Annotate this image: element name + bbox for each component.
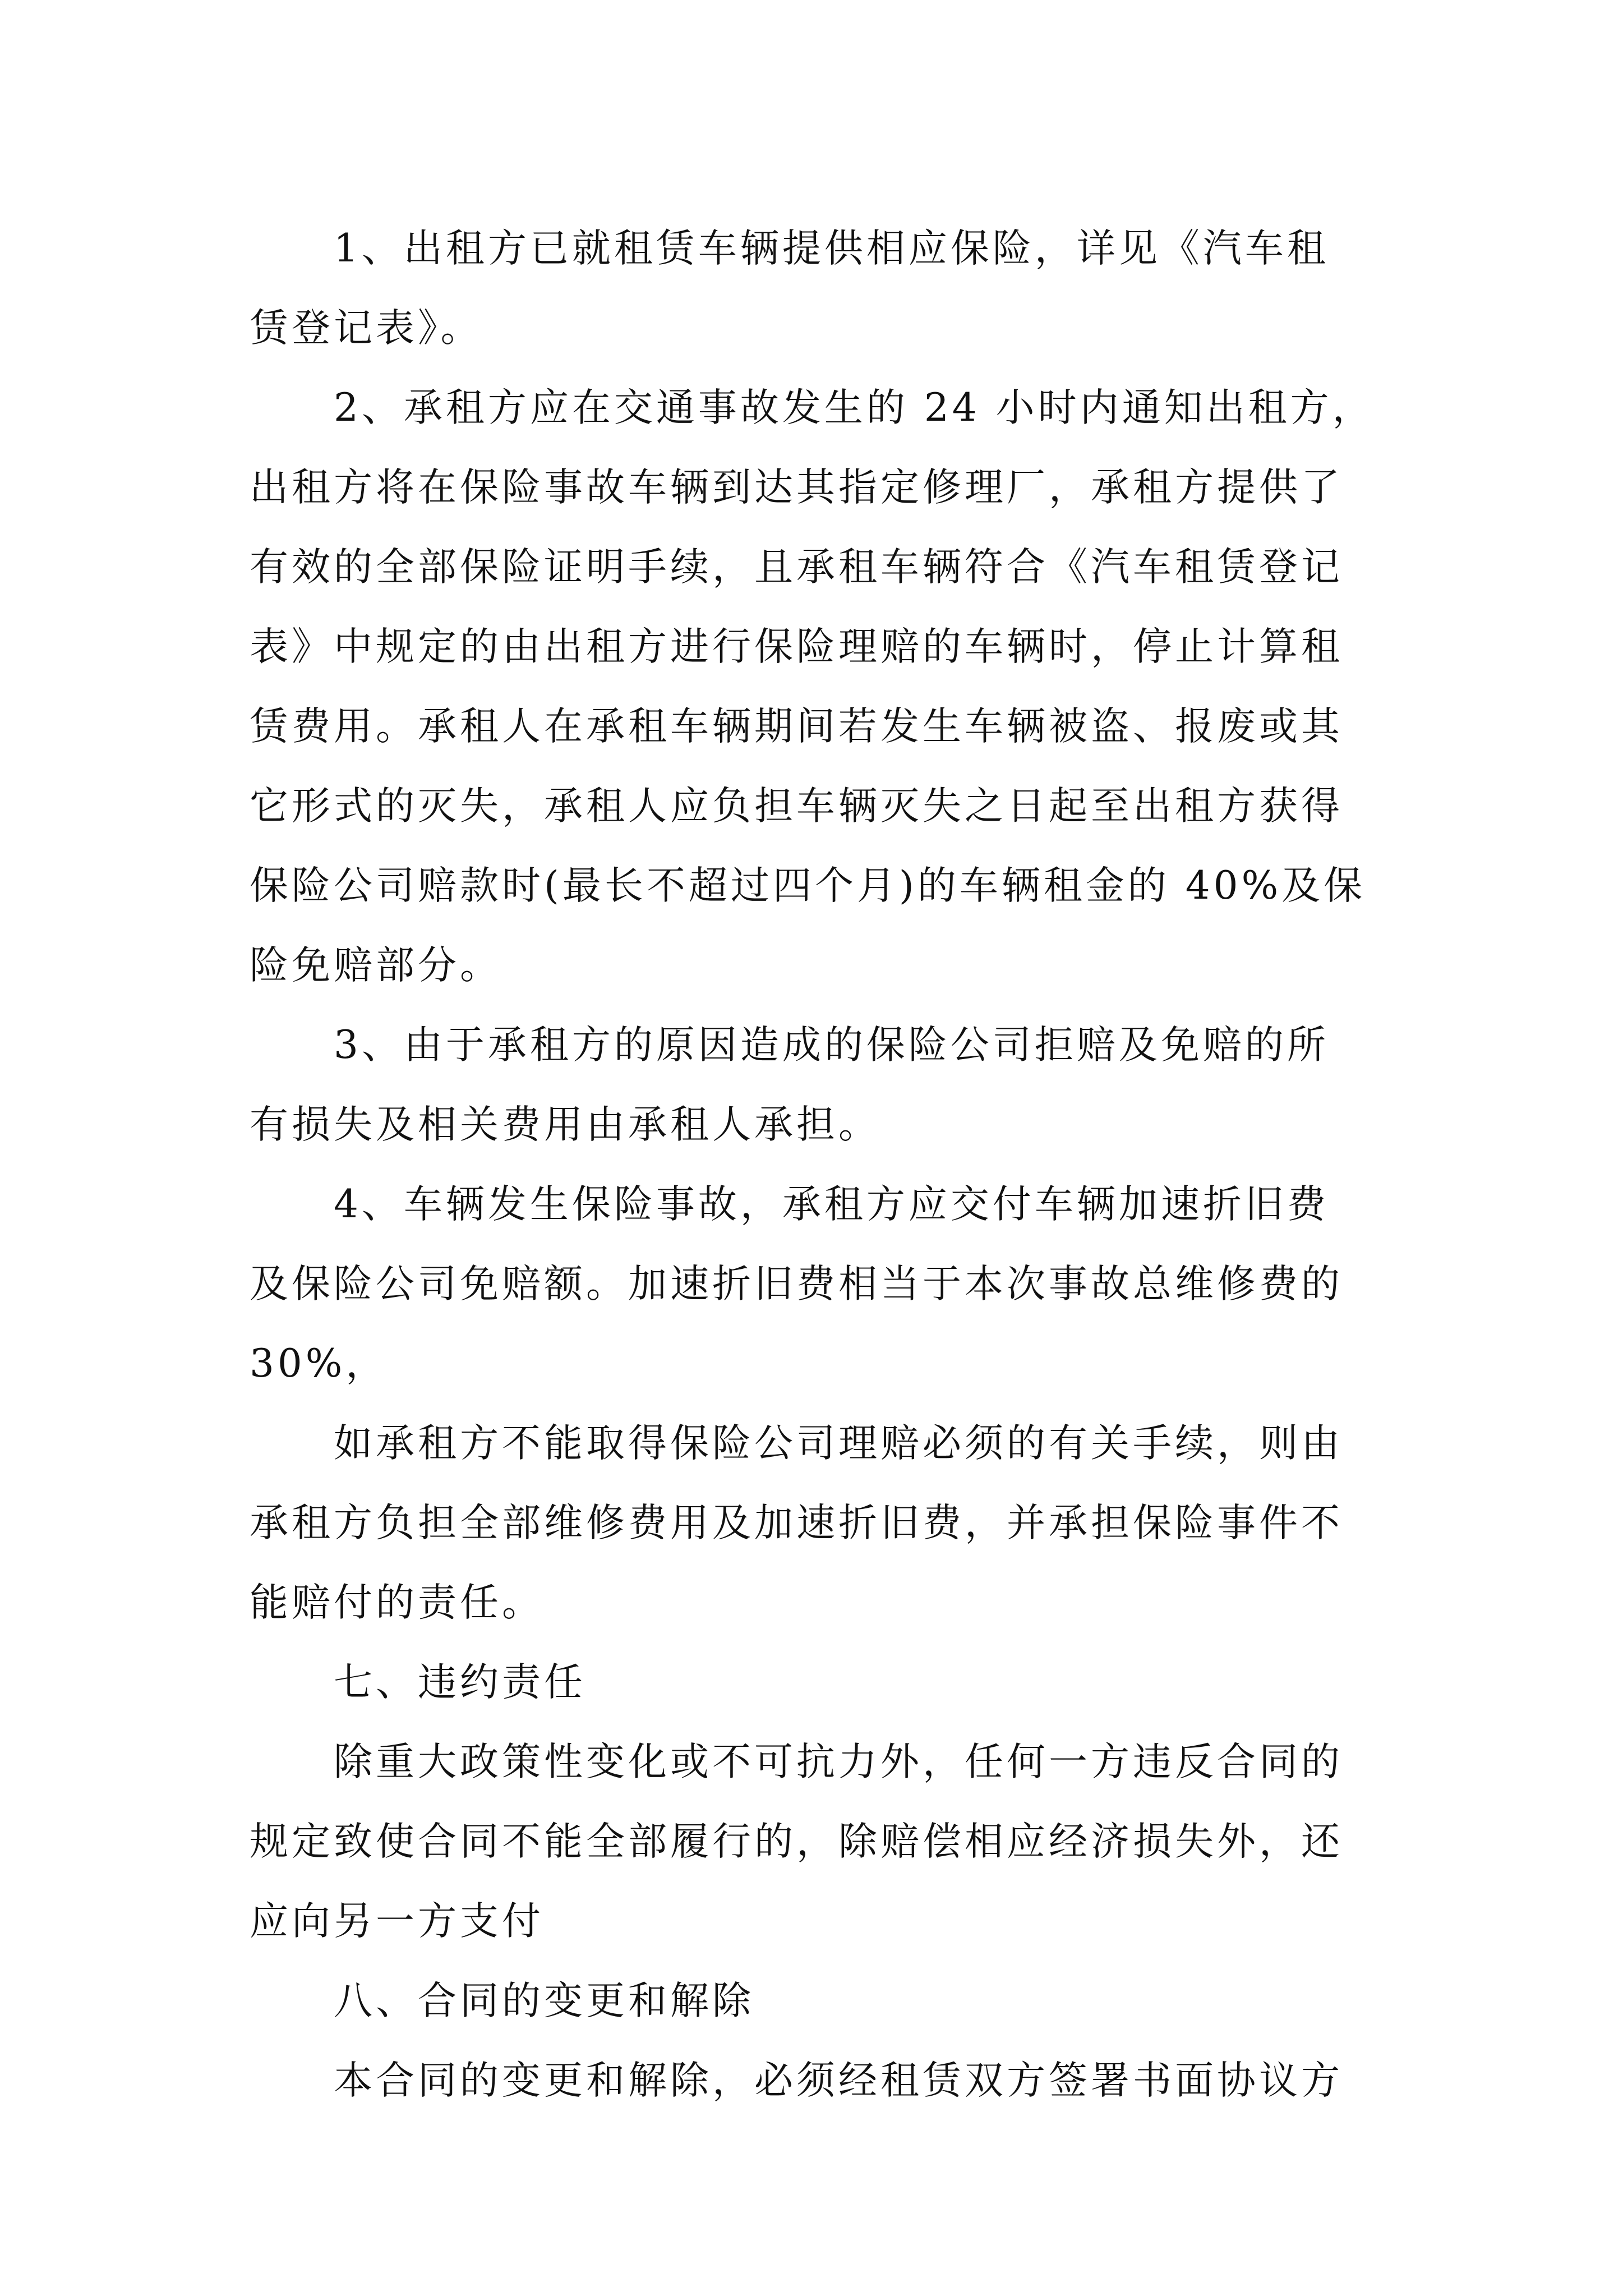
text-line: 3、由于承租方的原因造成的保险公司拒赔及免赔的所: [334, 1023, 1329, 1068]
text-line: 保险公司赔款时(最长不超过四个月)的车辆租金的 40%及保: [250, 863, 1366, 908]
text-line: 4、车辆发生保险事故，承租方应交付车辆加速折旧费: [334, 1182, 1329, 1227]
text-line: 它形式的灭失，承租人应负担车辆灭失之日起至出租方获得: [250, 784, 1343, 829]
section-heading: 八、合同的变更和解除: [334, 1978, 754, 2023]
text-line: 有损失及相关费用由承租人承担。: [250, 1102, 880, 1147]
text-line: 表》中规定的由出租方进行保险理赔的车辆时，停止计算租: [250, 624, 1343, 669]
text-line: 险免赔部分。: [250, 943, 502, 988]
text-line: 2、承租方应在交通事故发生的 24 小时内通知出租方，: [334, 385, 1375, 430]
text-line: 有效的全部保险证明手续，且承租车辆符合《汽车租赁登记: [250, 545, 1343, 590]
text-line: 如承租方不能取得保险公司理赔必须的有关手续，则由: [334, 1421, 1343, 1466]
text-line: 规定致使合同不能全部履行的，除赔偿相应经济损失外，还: [250, 1819, 1343, 1864]
text-line: 出租方将在保险事故车辆到达其指定修理厂，承租方提供了: [250, 465, 1343, 510]
text-line: 赁登记表》。: [250, 306, 483, 351]
text-line: 能赔付的责任。: [250, 1580, 544, 1625]
text-line: 承租方负担全部维修费用及加速折旧费，并承担保险事件不: [250, 1501, 1343, 1545]
section-heading: 七、违约责任: [334, 1660, 586, 1705]
text-line: 1、出租方已就租赁车辆提供相应保险，详见《汽车租: [334, 226, 1329, 271]
text-line: 及保险公司免赔额。加速折旧费相当于本次事故总维修费的: [250, 1262, 1343, 1306]
text-line: 30%，: [250, 1341, 388, 1386]
text-line: 本合同的变更和解除，必须经租赁双方签署书面协议方: [334, 2058, 1343, 2103]
document-body: [250, 209, 1382, 2120]
text-line: 赁费用。承租人在承租车辆期间若发生车辆被盗、报废或其: [250, 704, 1343, 749]
text-line: 除重大政策性变化或不可抗力外，任何一方违反合同的: [334, 1740, 1343, 1784]
text-line: 应向另一方支付: [250, 1899, 544, 1944]
